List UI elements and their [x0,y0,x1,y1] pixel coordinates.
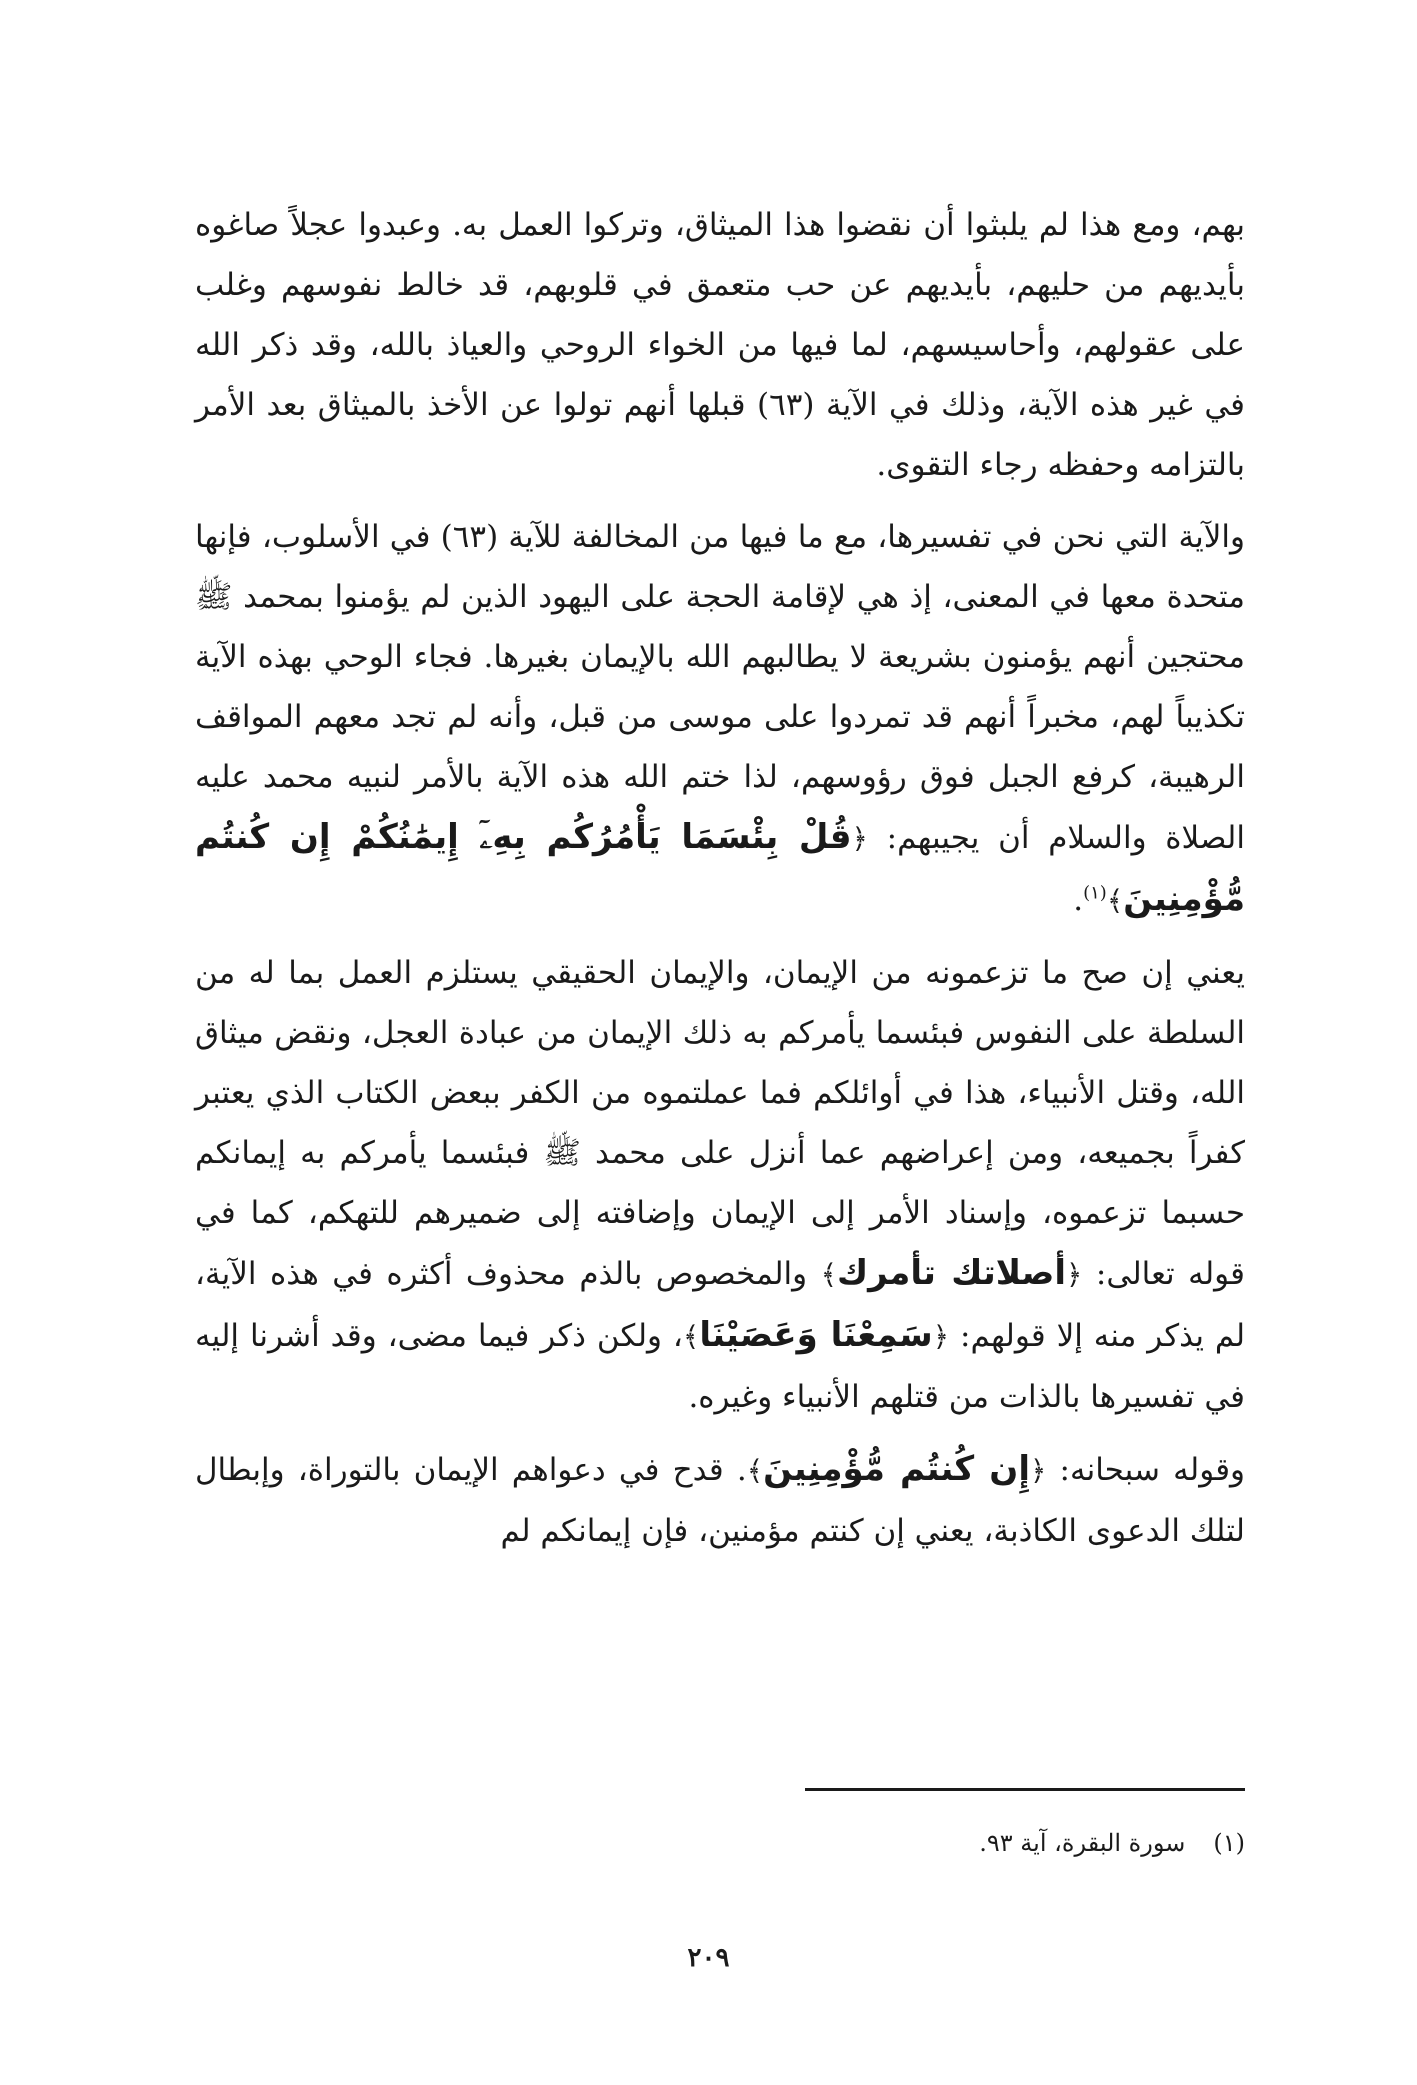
quran-phrase-2: سَمِعْنَا وَعَصَيْنَا [699,1315,933,1355]
footnote-text: سورة البقرة، آية ٩٣. [979,1829,1186,1857]
paragraph-1 [195,195,1245,495]
quran-open-bracket: ﴿ [932,1320,950,1353]
page-body [195,195,1245,1561]
paragraph-4-text-b: . قدح في دعواهم الإيمان بالتوراة، وإبطال لتلك الدعوى الكاذبة، يعني إن كنتم مؤمنين، فإن إيمانكم لم [195,1452,1245,1549]
paragraph-4-text-a: وقوله سبحانه: [1059,1452,1246,1488]
quran-close-bracket: ﴾ [1106,884,1124,917]
paragraph-3-text-b: والمخصوص بالذم محذوف أكثره في هذه الآية، لم يذكر منه إلا قولهم: [195,1256,1246,1354]
paragraph-4 [195,1439,1245,1561]
page-number: ٢٠٩ [687,1943,730,1973]
paragraph-2-text: والآية التي نحن في تفسيرها، مع ما فيها من المخالفة للآية (٦٣) في الأسلوب، فإنها متحدة معها في المعنى، إذ هي لإقامة الحجة على اليهود الذين لم يؤمنوا بمحمد ﷺ محتجين أنهم يؤمنون بشريعة لا يطالبهم الله بالإيمان بغيرها. فجاء الوحي بهذه الآية تكذيباً لهم، مخبراً أنهم قد تمردوا على موسى من قبل، وأنه لم تجد معهم المواقف الرهيبة، كرفع الجبل فوق رؤوسهم، لذا ختم الله هذه الآية بالأمر لنبيه محمد عليه الصلاة والسلام أن يجيبهم: [195,519,1245,856]
paragraph-2 [195,507,1245,931]
footnote-number: (١) [1213,1829,1245,1857]
quran-close-bracket: ﴾ [746,1454,764,1487]
quran-close-bracket: ﴾ [682,1320,700,1353]
footnote [545,1825,1245,1861]
paragraph-3-text-a: يعني إن صح ما تزعمونه من الإيمان، والإيمان الحقيقي يستلزم العمل بما له من السلطة على النفوس فبئسما يأمركم به ذلك الإيمان من عبادة العجل، ونقض ميثاق الله، وقتل الأنبياء، هذا في أوائلكم فما عملتموه من الكفر ببعض الكتاب الذي يعتبر كفراً بجميعه، ومن إعراضهم عما أنزل على محمد ﷺ فبئسما يأمركم به إيمانكم حسبما تزعموه، وإسناد الأمر إلى الإيمان وإضافته إلى ضميرهم للتهكم، كما في قوله تعالى: [195,955,1246,1292]
footnote-reference: (١) [1083,882,1107,904]
paragraph-3 [195,943,1245,1427]
quran-open-bracket: ﴿ [1029,1454,1047,1487]
paragraph-3-text-c: ، ولكن ذكر فيما مضى، وقد أشرنا إليه في تفسيرها بالذات من قتلهم الأنبياء وغيره. [195,1318,1245,1415]
quran-verse: قُلْ بِئْسَمَا يَأْمُرُكُم بِهِۦٓ إِيمَٰنُكُمْ إِن كُنتُم مُّؤْمِنِينَ [195,817,1245,919]
paragraph-2-tail: . [1073,882,1084,918]
quran-open-bracket: ﴿ [851,822,868,855]
quran-phrase-1: أصلاتك تأمرك [836,1253,1067,1293]
quran-phrase-3: إِن كُنتُم مُّؤْمِنِينَ [763,1449,1030,1489]
footnote-divider [805,1788,1245,1791]
paragraph-1-text: بهم، ومع هذا لم يلبثوا أن نقضوا هذا الميثاق، وتركوا العمل به. وعبدوا عجلاً صاغوه بأيديهم من حليهم، بأيديهم عن حب متعمق في قلوبهم، قد خالط نفوسهم وغلب على عقولهم، وأحاسيسهم، لما فيها من الخواء الروحي والعياذ بالله، وقد ذكر الله في غير هذه الآية، وذلك في الآية (٦٣) قبلها أنهم تولوا عن الأخذ بالميثاق بعد الأمر بالتزامه وحفظه رجاء التقوى. [195,207,1245,483]
quran-close-bracket: ﴾ [820,1258,837,1291]
quran-open-bracket: ﴿ [1066,1258,1083,1291]
